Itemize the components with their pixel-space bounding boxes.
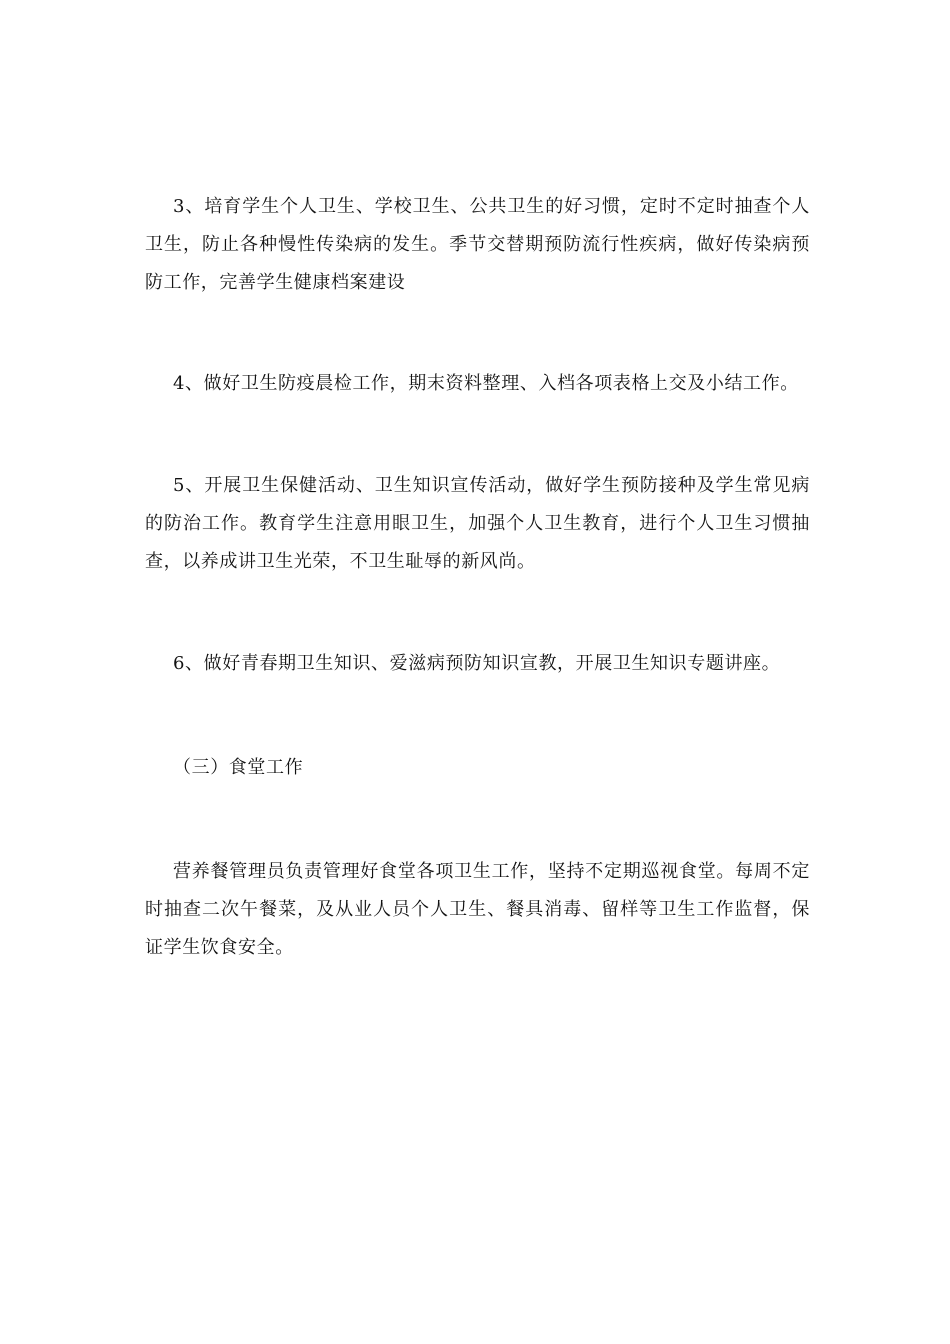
paragraph-canteen: 营养餐管理员负责管理好食堂各项卫生工作，坚持不定期巡视食堂。每周不定时抽查二次午餐菜，及从业人员个人卫生、餐具消毒、留样等卫生工作监督，保证学生饮食安全。 <box>145 861 810 958</box>
section-heading-canteen: （三）食堂工作 <box>173 757 304 778</box>
paragraph-item-3: 3、培育学生个人卫生、学校卫生、公共卫生的好习惯，定时不定时抽查个人卫生，防止各种慢性传染病的发生。季节交替期预防流行性疾病，做好传染病预防工作，完善学生健康档案建设 <box>145 196 810 293</box>
paragraph-item-6: 6、做好青春期卫生知识、爱滋病预防知识宣教，开展卫生知识专题讲座。 <box>173 653 781 674</box>
paragraph-item-4: 4、做好卫生防疫晨检工作，期末资料整理、入档各项表格上交及小结工作。 <box>173 373 799 394</box>
paragraph-item-5: 5、开展卫生保健活动、卫生知识宣传活动，做好学生预防接种及学生常见病的防治工作。教育学生注意用眼卫生，加强个人卫生教育，进行个人卫生习惯抽查，以养成讲卫生光荣，不卫生耻辱的新风尚。 <box>145 475 810 572</box>
